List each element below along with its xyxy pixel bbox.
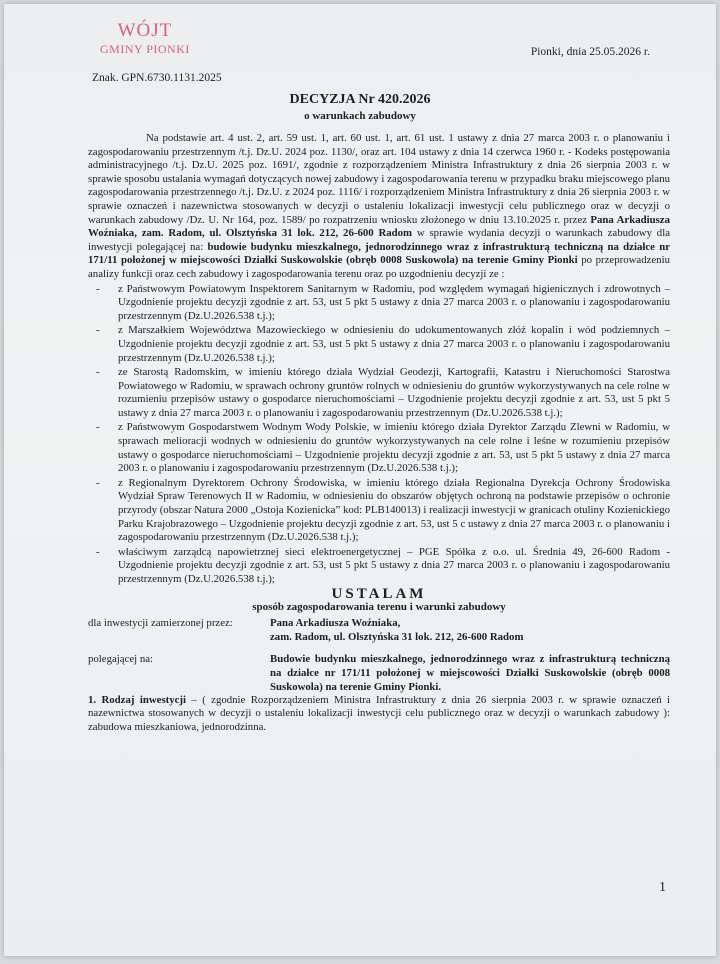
agreements-list: [88, 283, 670, 587]
document-body: [88, 132, 670, 735]
investor-name: Pana Arkadiusza Woźniaka,: [270, 616, 401, 629]
agreement-item: [88, 366, 670, 420]
decision-subtitle: o warunkach zabudowy: [304, 110, 416, 122]
place-and-date: Pionki, dnia 25.05.2026 r.: [530, 46, 650, 58]
list-dash: -: [96, 421, 100, 434]
agreement-text: z Regionalnym Dyrektorem Ochrony Środowiska, w imieniu którego działa Regionalna Dyrekcja Ochrony Środowiska Wydział Spraw Terenowych II w Radomiu, w odniesieniu do obszarów objętych ochroną na podstawie przepisów o ochronie przyrody (obszar Natura 2000 „Ostoja Kozienicka” kod: PLB140013) i realizacji inwestycji w granicach otuliny Kozienickiego Parku Krajobrazowego – Uzgodnienie projektu decyzji zgodnie z art. 53, ust 5 c ustawy z dnia 27 marca 2003 r. o planowaniu i zagospodarowaniu przestrzennym (Dz.U.2026.538 t.j.);: [118, 476, 670, 544]
agreement-item: [88, 421, 670, 475]
intro-part3: po przeprowadzeniu analizy funkcji oraz cech zabudowy i zagospodarowania terenu oraz po uzgodnieniu decyzji ze :: [88, 254, 670, 280]
intro-part1: Na podstawie art. 4 ust. 2, art. 59 ust. 1, art. 60 ust. 1, art. 61 ust. 1 ustawy z dnia 27 marca 2003 r. o planowaniu i zagospodarowaniu przestrzennym /t.j. Dz.U. 2024 poz. 1130/, oraz art. 104 ustawy z dnia 14 czerwca 1960 r. - Kodeks postępowania administracyjnego /t.j. Dz.U. 2025 poz. 1691/, zgodnie z rozporządzeniem Ministra Infrastruktury z dnia 26 sierpnia 2003 r. w sprawie sposobu ustalania wymagań dotyczących nowej zabudowy i zagospodarowania terenu w przypadku braku miejscowego planu zagospodarowania przestrzennego /t.j. Dz.U. z 2024 poz. 1116/ i rozporządzeniem Ministra Infrastruktury z dnia 26 sierpnia 2003 r. w sprawie oznaczeń i nazewnictwa stosowanych w decyzji o ustaleniu lokalizacji inwestycji celu publicznego oraz w decyzji o warunkach zabudowy /Dz. U. Nr 164, poz. 1589/ po rozpatrzeniu wniosku złożonego w dniu 13.10.2025 r. przez: [88, 132, 670, 226]
case-reference: Znak. GPN.6730.1131.2025: [92, 72, 222, 84]
list-dash: -: [96, 282, 100, 295]
list-dash: -: [96, 545, 100, 558]
scope-description: Budowie budynku mieszkalnego, jednorodzinnego wraz z infrastrukturą techniczną na działce nr 171/11 położonej w miejscowości Działki Suskowolskie (obręb 0008 Suskowola) na terenie Gminy Pionki.: [270, 652, 670, 693]
ustalam-subheading: sposób zagospodarowania terenu i warunki zabudowy: [252, 601, 506, 614]
page-number: 1: [659, 880, 666, 895]
agreement-text: z Państwowym Gospodarstwem Wodnym Wody Polskie, w imieniu którego działa Dyrektor Zarządu Zlewni w Radomiu, w sprawach melioracji wodnych w odniesieniu do gruntów wykorzystywanych na cele rolne i leśne w rozumieniu przepisów ustawy o gospodarce nieruchomościami – Uzgodnienie projektu decyzji zgodnie z art. 53, ust 5 pkt 5 ustawy z dnia 27 marca 2003 r. o planowaniu i zagospodarowaniu przestrzennym (Dz.U.2026.538 t.j.);: [118, 421, 670, 475]
stamp-line1: WÓJT: [117, 20, 173, 41]
document-page: [4, 4, 716, 956]
scope-label: polegającej na:: [88, 652, 154, 665]
agreement-item: [88, 546, 670, 587]
agreement-text: z Marszałkiem Województwa Mazowieckiego w odniesieniu do udokumentowanych złóż kopalin i wód podziemnych – Uzgodnienie projektu decyzji zgodnie z art. 53, ust 5 pkt 5 ustawy z dnia 27 marca 2003 r. o planowaniu i zagospodarowaniu przestrzennym (Dz.U.2026.538 t.j.);: [118, 324, 670, 364]
ustalam-heading: USTALAM: [331, 585, 427, 602]
applicant-name: Pana Arkadiusza Woźniaka, zam. Radom, ul. Olsztyńska 31 lok. 212, 26-600 Radom: [88, 213, 671, 240]
investment-details: [88, 616, 670, 694]
investor-address: zam. Radom, ul. Olsztyńska 31 lok. 212, 26-600 Radom: [270, 630, 524, 643]
section-1-text: – ( zgodnie Rozporządzeniem Ministra Infrastruktury z dnia 26 sierpnia 2003 r. w sprawie oznaczeń i nazewnictwa stosowanych w decyzji o ustaleniu lokalizacji inwestycji celu publicznego oraz w decyzji o warunkach zabudowy ): zabudowa mieszkaniowa, jednorodzinna.: [88, 693, 670, 733]
agreement-text: z Państwowym Powiatowym Inspektorem Sanitarnym w Radomiu, pod względem wymagań higienicznych i zdrowotnych – Uzgodnienie projektu decyzji zgodnie z art. 53, ust 5 pkt 5 ustawy z dnia 27 marca 2003 r. o planowaniu i zagospodarowaniu przestrzennym (Dz.U.2026.538 t.j.);: [118, 282, 670, 322]
section-1-heading: 1. Rodzaj inwestycji: [88, 693, 187, 706]
agreement-text: ze Starostą Radomskim, w imieniu którego działa Wydział Geodezji, Kartografii, Katastru i Nieruchomości Starostwa Powiatowego w Radomiu, w sprawach ochrony gruntów rolnych w odniesieniu do gruntów wykorzystywanych na cele rolne w rozumieniu przepisów ustawy o gospodarce nieruchomościami – Uzgodnienie projektu decyzji zgodnie z art. 53, ust 5 pkt 5 ustawy z dnia 27 marca 2003 r. o planowaniu i zagospodarowaniu przestrzennym (Dz.U.2026.538 t.j.);: [118, 366, 670, 419]
intro-part2: w sprawie wydania decyzji o warunkach zabudowy dla inwestycji polegającej na:: [88, 227, 671, 253]
legal-basis-paragraph: [88, 132, 670, 282]
decision-title: DECYZJA Nr 420.2026: [289, 92, 431, 107]
investor-label: dla inwestycji zamierzonej przez:: [88, 616, 233, 629]
agreement-item: [88, 477, 670, 545]
list-dash: -: [96, 366, 100, 379]
wojt-stamp: [100, 20, 190, 57]
section-1-paragraph: [88, 694, 670, 735]
investment-description: budowie budynku mieszkalnego, jednorodzinnego wraz z infrastrukturą techniczną na działce nr 171/11 położonej w miejscowości Działki Suskowolskie (obręb 0008 Suskowola) na terenie Gminy Pionki: [88, 240, 670, 267]
agreement-item: [88, 283, 670, 324]
stamp-line2: GMINY PIONKI: [100, 42, 190, 56]
agreement-item: [88, 324, 670, 365]
list-dash: -: [96, 324, 100, 337]
agreement-text: właściwym zarządcą napowietrznej sieci elektroenergetycznej – PGE Spółka z o.o. ul. Średnia 49, 26-600 Radom - Uzgodnienie projektu decyzji zgodnie z art. 53, ust 5 pkt 5 ustawy z dnia 27 marca 2003 r. o planowaniu i zagospodarowaniu przestrzennym (Dz.U.2026.538 t.j.);: [118, 545, 670, 585]
list-dash: -: [96, 476, 100, 489]
